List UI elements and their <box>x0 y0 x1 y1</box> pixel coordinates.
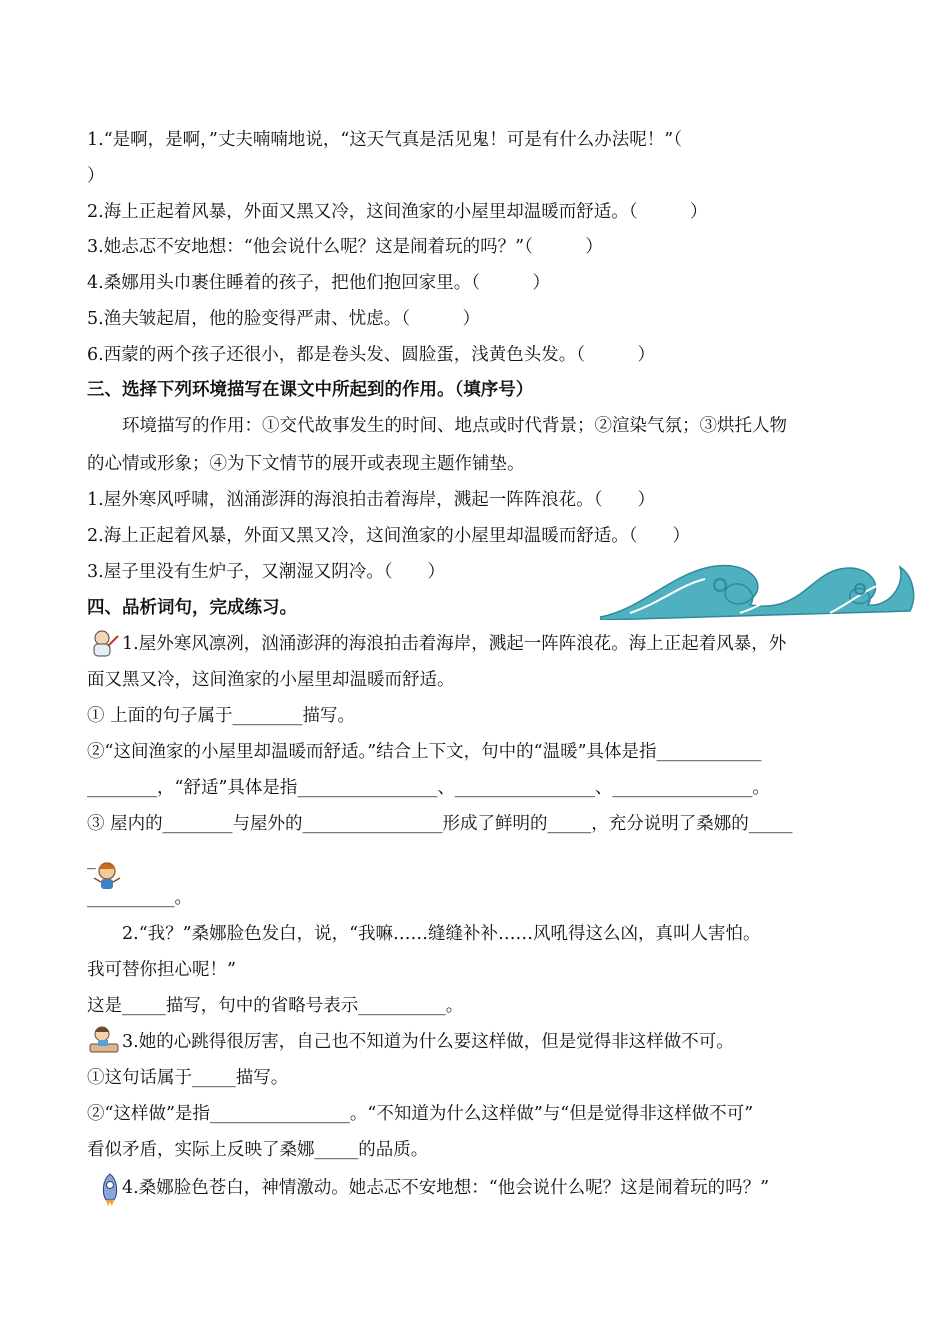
s2-item-1: 1.“是啊，是啊，”丈夫喃喃地说，“这天气真是活见鬼！可是有什么办法呢！”（ <box>87 130 682 150</box>
q2-text-2: 我可替你担心呢！” <box>87 960 236 980</box>
q1-answer-b-2: ________，“舒适”具体是指________________、________________、________________。 <box>87 778 770 798</box>
q1-answer-c-2: _ <box>87 850 96 870</box>
wave-illustration <box>600 555 918 620</box>
student-writing-icon <box>86 1024 122 1056</box>
q1-text-2: 面又黑又冷，这间渔家的小屋里却温暖而舒适。 <box>87 670 455 690</box>
section3-title: 三、选择下列环境描写在课文中所起到的作用。（填序号） <box>87 380 534 400</box>
q3-text: 3.她的心跳得很厉害，自己也不知道为什么要这样做，但是觉得非这样做不可。 <box>122 1032 734 1052</box>
q3-answer-a: ①这句话属于_____描写。 <box>87 1068 289 1088</box>
q1-answer-c-1: ③ 屋内的________与屋外的________________形成了鲜明的_____，充分说明了桑娜的_____ <box>87 814 793 834</box>
s2-item-1-cont: ） <box>87 166 105 186</box>
section3-intro-2: 的心情或形象；④为下文情节的展开或表现主题作铺垫。 <box>87 454 525 474</box>
q4-text: 4.桑娜脸色苍白，神情激动。她忐忑不安地想：“他会说什么呢？这是闹着玩的吗？” <box>122 1178 770 1198</box>
s2-item-3: 3.她忐忑不安地想：“他会说什么呢？这是闹着玩的吗？”（ ） <box>87 237 603 257</box>
s3-item-2: 2.海上正起着风暴，外面又黑又冷，这间渔家的小屋里却温暖而舒适。（ ） <box>87 526 690 546</box>
s2-item-5: 5.渔夫皱起眉，他的脸变得严肃、忧虑。（ ） <box>87 309 480 329</box>
s2-item-6: 6.西蒙的两个孩子还很小，都是卷头发、圆脸蛋，浅黄色头发。（ ） <box>87 345 655 365</box>
q3-answer-b-2: 看似矛盾，实际上反映了桑娜_____的品质。 <box>87 1140 429 1160</box>
q1-text-1: 1.屋外寒风凛冽，汹涌澎湃的海浪拍击着海岸，溅起一阵阵浪花。海上正起着风暴，外 <box>122 634 787 654</box>
q1-answer-b-1: ②“这间渔家的小屋里却温暖而舒适。”结合上下文，句中的“温暖”具体是指____________ <box>87 742 762 762</box>
q1-answer-c-3: __________。 <box>87 888 192 908</box>
s3-item-1: 1.屋外寒风呼啸，汹涌澎湃的海浪拍击着海岸，溅起一阵阵浪花。（ ） <box>87 490 655 510</box>
section3-intro-1: 环境描写的作用：①交代故事发生的时间、地点或时代背景；②渲染气氛；③烘托人物 <box>122 416 787 436</box>
q2-answer: 这是_____描写，句中的省略号表示__________。 <box>87 996 464 1016</box>
s2-item-2: 2.海上正起着风暴，外面又黑又冷，这间渔家的小屋里却温暖而舒适。（ ） <box>87 202 708 222</box>
q1-answer-a: ① 上面的句子属于________描写。 <box>87 706 356 726</box>
doctor-icon <box>88 628 122 660</box>
q3-answer-b-1: ②“这样做”是指________________。“不知道为什么这样做”与“但是觉得非这样做不可” <box>87 1104 754 1124</box>
s2-item-4: 4.桑娜用头巾裹住睡着的孩子，把他们抱回家里。（ ） <box>87 273 550 293</box>
s3-item-3: 3.屋子里没有生炉子，又潮湿又阴冷。（ ） <box>87 562 445 582</box>
rocket-icon <box>96 1172 124 1208</box>
section4-title: 四、品析词句，完成练习。 <box>87 598 297 618</box>
q2-text-1: 2.“我？”桑娜脸色发白，说，“我嘛……缝缝补补……风吼得这么凶，真叫人害怕。 <box>122 924 761 944</box>
